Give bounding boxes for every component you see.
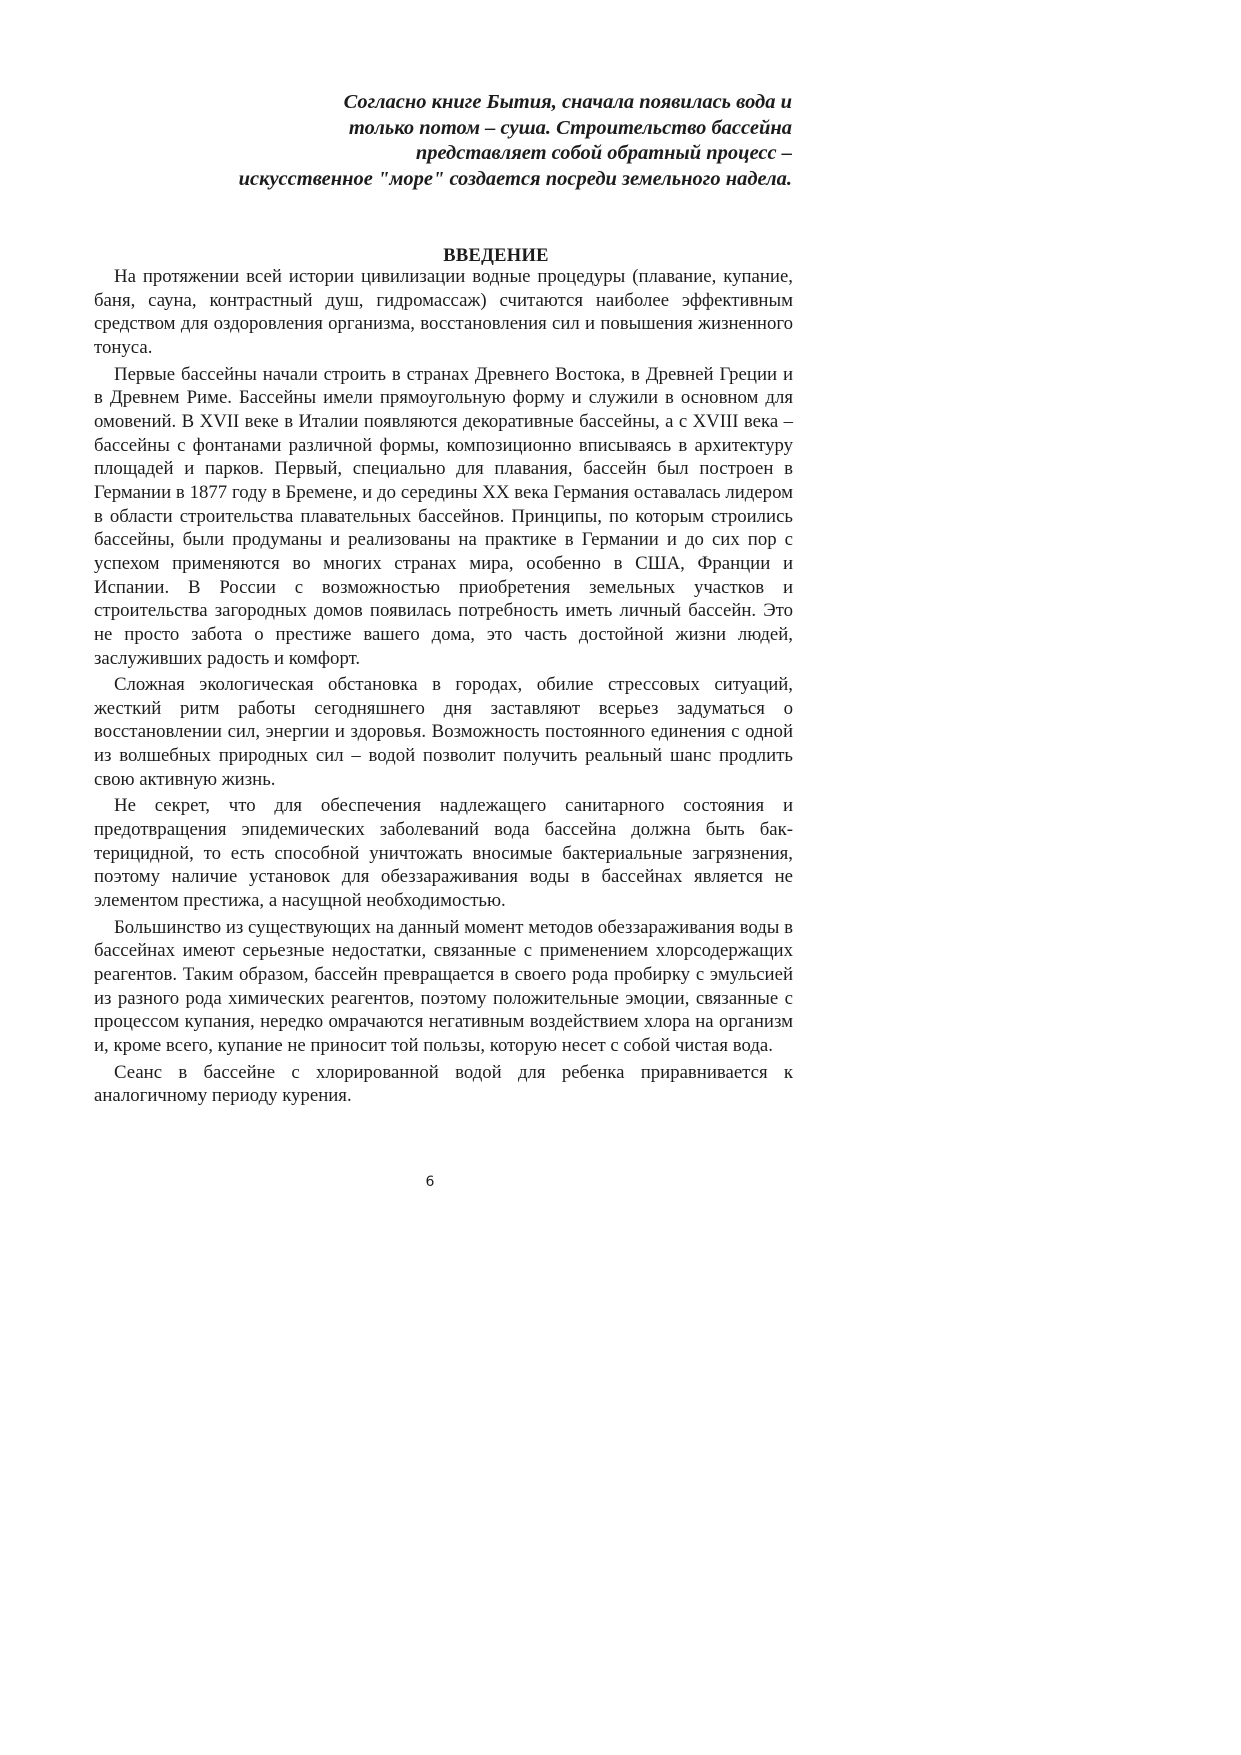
epigraph xyxy=(200,90,792,192)
paragraph: Сеанс в бассейне с хлорированной водой для ребенка приравнивается к аналогичному периоду курения. xyxy=(94,1061,793,1107)
paragraph: Сложная экологическая обстановка в городах, обилие стрессовых ситуаций, жесткий ритм работы сегодняшнего дня заставляют всерьез задуматься о восстановлении сил, энергии и здоровья. Возможность постоянного единения с одной из волшебных природных сил – водой позволит получить реальный шанс продлить свою активную жизнь. xyxy=(94,674,793,790)
section-heading: ВВЕДЕНИЕ xyxy=(443,246,549,266)
body-text xyxy=(94,265,793,1111)
epigraph-line: искусственное "море" создается посреди земельного надела. xyxy=(238,167,792,190)
paragraph: На протяжении всей истории цивилизации водные процедуры (плавание, купание, баня, сауна, контрастный душ, гидромассаж) считаются наиболее эффективным средством для оздоровления организма, восстановления сил и повышения жизненного тонуса. xyxy=(94,266,793,358)
epigraph-line: представляет собой обратный процесс – xyxy=(415,142,792,164)
epigraph-line: только потом – суша. Строительство бассейна xyxy=(348,116,792,139)
paragraph: Первые бассейны начали строить в странах Древнего Востока, в Древней Греции и в Древнем Риме. Бассейны имели прямоугольную форму и служили в основном для омовений. В XVII веке в Италии появляются декоративные бассейны, а с XVIII века – бассейны с фонтанами различной формы, композиционно вписываясь в архитектуру площадей и парков. Первый, специально для плавания, бассейн был построен в Германии в 1877 году в Бремене, и до середины XX века Германия оставалась лидером в области строительства плавательных бассейнов. Принципы, по которым строились бассейны, были продуманы и реализованы на практике в Германии и до сих пор с успехом применяются во многих странах мира, особенно в США, Франции и Испании. В России с возможностью приобретения земельных участков и строительства загородных домов появилась потребность иметь личный бассейн. Это не просто забота о престиже вашего дома, это часть достойной жизни людей, заслуживших радость и комфорт. xyxy=(94,363,793,669)
page-number: 6 xyxy=(425,1174,435,1190)
epigraph-line: Согласно книге Бытия, сначала появилась вода и xyxy=(343,91,792,113)
paragraph: Большинство из существующих на данный момент методов обеззараживания воды в бассейнах имеют серьезные недостатки, связанные с применением хлорсодержащих реагентов. Таким образом, бассейн превращается в своего рода пробирку с эмульсией из разного рода химических реагентов, поэтому положительные эмоции, связанные с процессом купания, нередко омрачаются негативным воздействием хлора на организм и, кроме всего, купание не приносит той пользы, которую несет с собой чистая вода. xyxy=(94,916,793,1056)
paragraph: Не секрет, что для обеспечения надлежащего санитарного состояния и предотвращения эпидемических заболеваний вода бассейна должна быть бактерицидной, то есть способной уничтожать вносимые бактериальные загрязнения, поэтому наличие установок для обеззараживания воды в бассейнах является не элементом престижа, а насущной необходимостью. xyxy=(94,795,793,912)
